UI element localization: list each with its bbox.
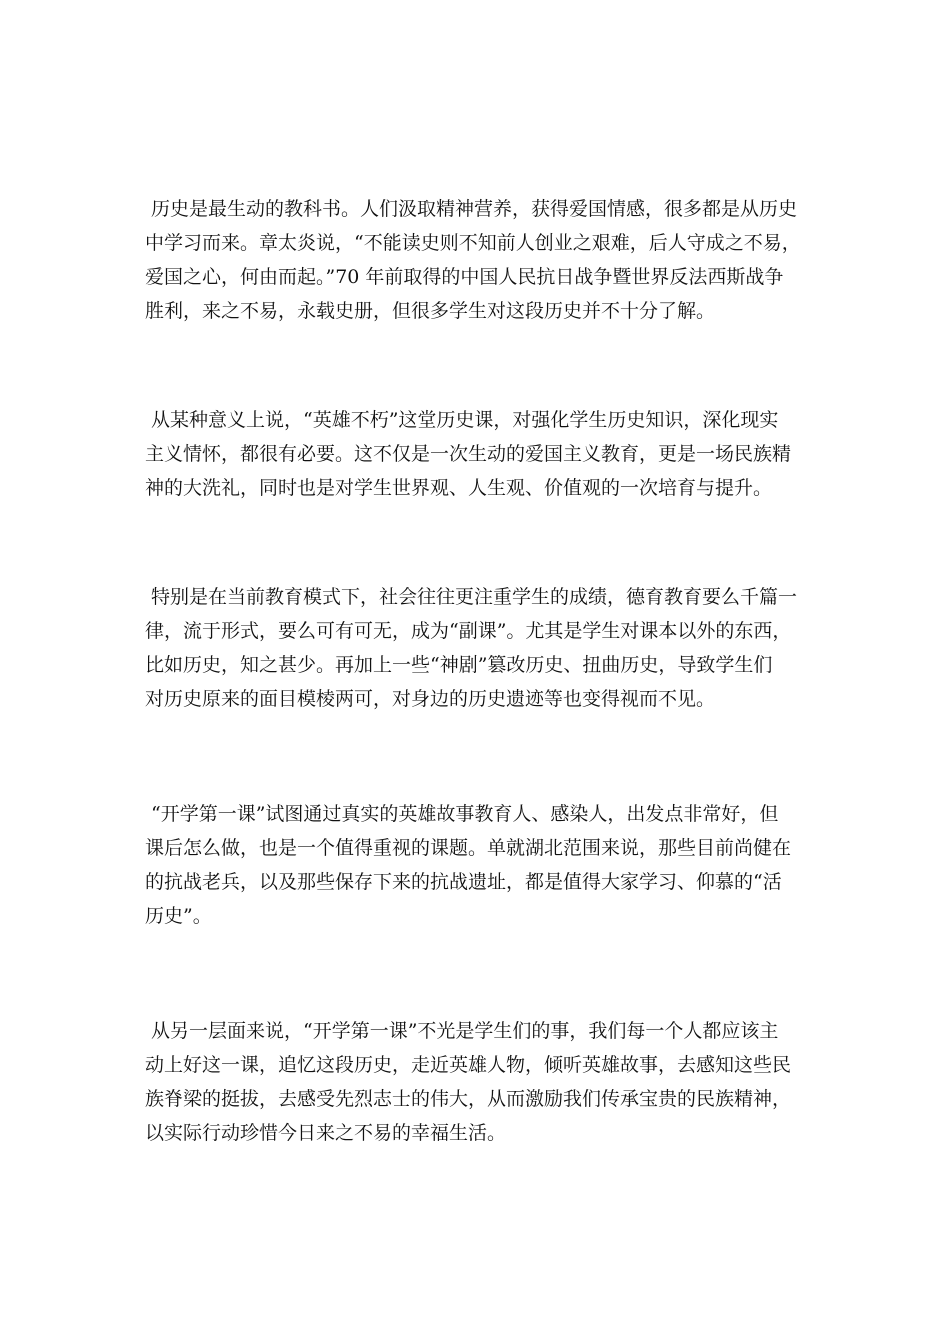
paragraph-line: 历史是最生动的教科书。人们汲取精神营养，获得爱国情感，很多都是从历史: [151, 198, 798, 220]
paragraph-line: 胜利，来之不易，永载史册，但很多学生对这段历史并不十分了解。: [145, 300, 716, 322]
paragraph-line: 中学习而来。章太炎说，“不能读史则不知前人创业之艰难，后人守成之不易，: [145, 232, 801, 254]
paragraph-line: 爱国之心，何由而起。”70 年前取得的中国人民抗日战争暨世界反法西斯战争: [145, 266, 784, 288]
paragraph-line: 的抗战老兵，以及那些保存下来的抗战遗址，都是值得大家学习、仰慕的“活: [145, 871, 782, 893]
paragraph-5: [145, 1014, 805, 1150]
paragraph-line: “开学第一课”试图通过真实的英雄故事教育人、感染人，出发点非常好，但: [151, 803, 779, 825]
paragraph-line: 从另一层面来说，“开学第一课”不光是学生们的事，我们每一个人都应该主: [151, 1020, 779, 1042]
paragraph-line: 族脊梁的挺拔，去感受先烈志士的伟大，从而激励我们传承宝贵的民族精神，: [145, 1088, 792, 1110]
paragraph-line: 从某种意义上说，“英雄不朽”这堂历史课，对强化学生历史知识，深化现实: [151, 409, 779, 431]
paragraph-line: 历史”。: [145, 905, 212, 927]
paragraph-line: 动上好这一课，追忆这段历史，走近英雄人物，倾听英雄故事，去感知这些民: [145, 1054, 792, 1076]
paragraph-line: 律，流于形式，要么可有可无，成为“副课”。尤其是学生对课本以外的东西，: [145, 620, 792, 642]
paragraph-line: 神的大洗礼，同时也是对学生世界观、人生观、价值观的一次培育与提升。: [145, 477, 773, 499]
paragraph-line: 特别是在当前教育模式下，社会往往更注重学生的成绩，德育教育要么千篇一: [151, 586, 798, 608]
paragraph-line: 比如历史，知之甚少。再加上一些“神剧”篡改历史、扭曲历史，导致学生们: [145, 654, 773, 676]
paragraph-4: [145, 797, 805, 933]
paragraph-line: 主义情怀，都很有必要。这不仅是一次生动的爱国主义教育，更是一场民族精: [145, 443, 792, 465]
paragraph-1: [145, 192, 805, 328]
paragraph-3: [145, 580, 805, 716]
paragraph-line: 课后怎么做，也是一个值得重视的课题。单就湖北范围来说，那些目前尚健在: [145, 837, 792, 859]
paragraph-line: 以实际行动珍惜今日来之不易的幸福生活。: [145, 1122, 507, 1144]
paragraph-2: [145, 403, 805, 505]
paragraph-line: 对历史原来的面目模棱两可，对身边的历史遗迹等也变得视而不见。: [145, 688, 716, 710]
